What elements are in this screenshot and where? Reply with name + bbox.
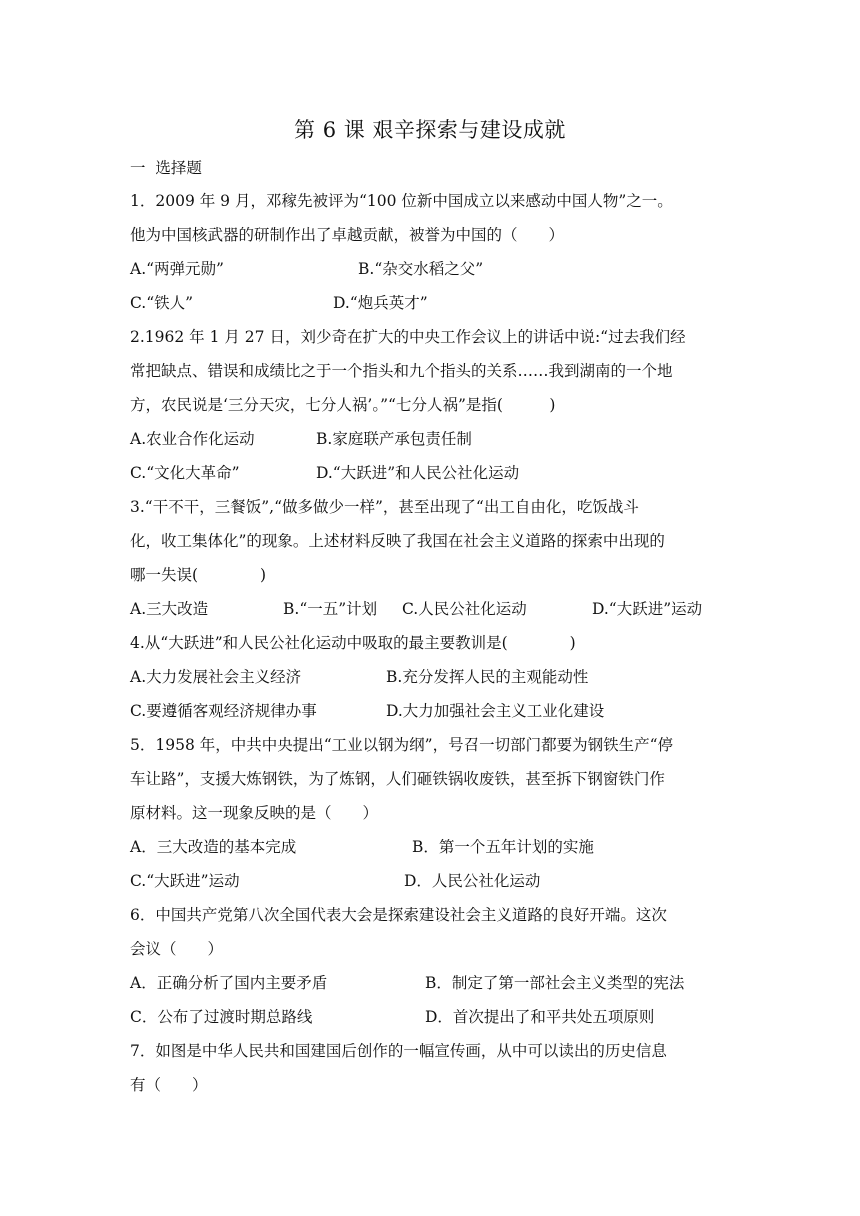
question-6-option-d: D．首次提出了和平共处五项原则 [425, 1008, 655, 1026]
question-6-option-c: C．公布了过渡时期总路线 [130, 1008, 313, 1026]
question-6-option-b: B．制定了第一部社会主义类型的宪法 [425, 974, 685, 992]
question-1-option-b: B.“杂交水稻之父” [358, 260, 484, 278]
question-4-option-a: A.大力发展社会主义经济 [130, 668, 302, 686]
question-1-option-a: A.“两弹元勋” [130, 260, 224, 278]
question-5-option-b: B．第一个五年计划的实施 [412, 838, 594, 856]
question-4-option-c: C.要遵循客观经济规律办事 [130, 702, 317, 720]
question-3-line-2: 化，收工集体化”的现象。上述材料反映了我国在社会主义道路的探索中出现的 [130, 532, 665, 550]
question-2-option-c: C.“文化大革命” [130, 464, 240, 482]
question-5-line-1: 5．1958 年，中共中央提出“工业以钢为纲”，号召一切部门都要为钢铁生产“停 [130, 736, 674, 754]
question-1-option-d: D.“炮兵英才” [333, 294, 428, 312]
question-5-option-a: A．三大改造的基本完成 [130, 838, 297, 856]
question-1-line-2: 他为中国核武器的研制作出了卓越贡献，被誉为中国的（ ） [130, 226, 565, 244]
question-2-line-3: 方，农民说是‘三分天灾，七分人祸’。”“七分人祸”是指( ) [130, 396, 556, 414]
question-7-line-1: 7．如图是中华人民共和国建国后创作的一幅宣传画，从中可以读出的历史信息 [130, 1042, 667, 1060]
question-5-line-2: 车让路”，支援大炼钢铁，为了炼钢，人们砸铁锅收废铁，甚至拆下钢窗铁门作 [130, 770, 665, 788]
question-2-line-1: 2.1962 年 1 月 27 日，刘少奇在扩大的中央工作会议上的讲话中说:“过去我们经 [130, 328, 686, 346]
question-6-option-a: A．正确分析了国内主要矛盾 [130, 974, 328, 992]
question-2-option-d: D.“大跃进”和人民公社化运动 [316, 464, 520, 482]
section-heading: 一 选择题 [130, 159, 202, 177]
question-1-option-c: C.“铁人” [130, 294, 194, 312]
question-1-line-1: 1．2009 年 9 月，邓稼先被评为“100 位新中国成立以来感动中国人物”之一。 [130, 192, 673, 210]
page-title: 第 6 课 艰辛探索与建设成就 [294, 118, 566, 142]
question-5-option-d: D．人民公社化运动 [404, 872, 541, 890]
question-4-option-d: D.大力加强社会主义工业化建设 [386, 702, 605, 720]
question-2-option-b: B.家庭联产承包责任制 [316, 430, 472, 448]
question-4-option-b: B.充分发挥人民的主观能动性 [386, 668, 589, 686]
question-3-option-d: D.“大跃进”运动 [592, 600, 703, 618]
question-6-line-1: 6．中国共产党第八次全国代表大会是探索建设社会主义道路的良好开端。这次 [130, 906, 667, 924]
question-6-line-2: 会议（ ） [130, 940, 224, 958]
question-3-line-1: 3.“干不干，三餐饭”,“做多做少一样”，甚至出现了“出工自由化，吃饭战斗 [130, 498, 639, 516]
question-5-option-c: C.“大跃进”运动 [130, 872, 240, 890]
question-7-line-2: 有（ ） [130, 1076, 208, 1094]
question-4-line-1: 4.从“大跃进”和人民公社化运动中吸取的最主要教训是( ) [130, 634, 576, 652]
question-2-option-a: A.农业合作化运动 [130, 430, 255, 448]
question-3-option-a: A.三大改造 [130, 600, 209, 618]
question-3-option-c: C.人民公社化运动 [402, 600, 527, 618]
question-2-line-2: 常把缺点、错误和成绩比之于一个指头和九个指头的关系……我到湖南的一个地 [130, 362, 673, 380]
question-3-option-b: B.“一五”计划 [283, 600, 378, 618]
question-3-line-3: 哪一失误( ) [130, 566, 267, 584]
question-5-line-3: 原材料。这一现象反映的是（ ） [130, 804, 379, 822]
